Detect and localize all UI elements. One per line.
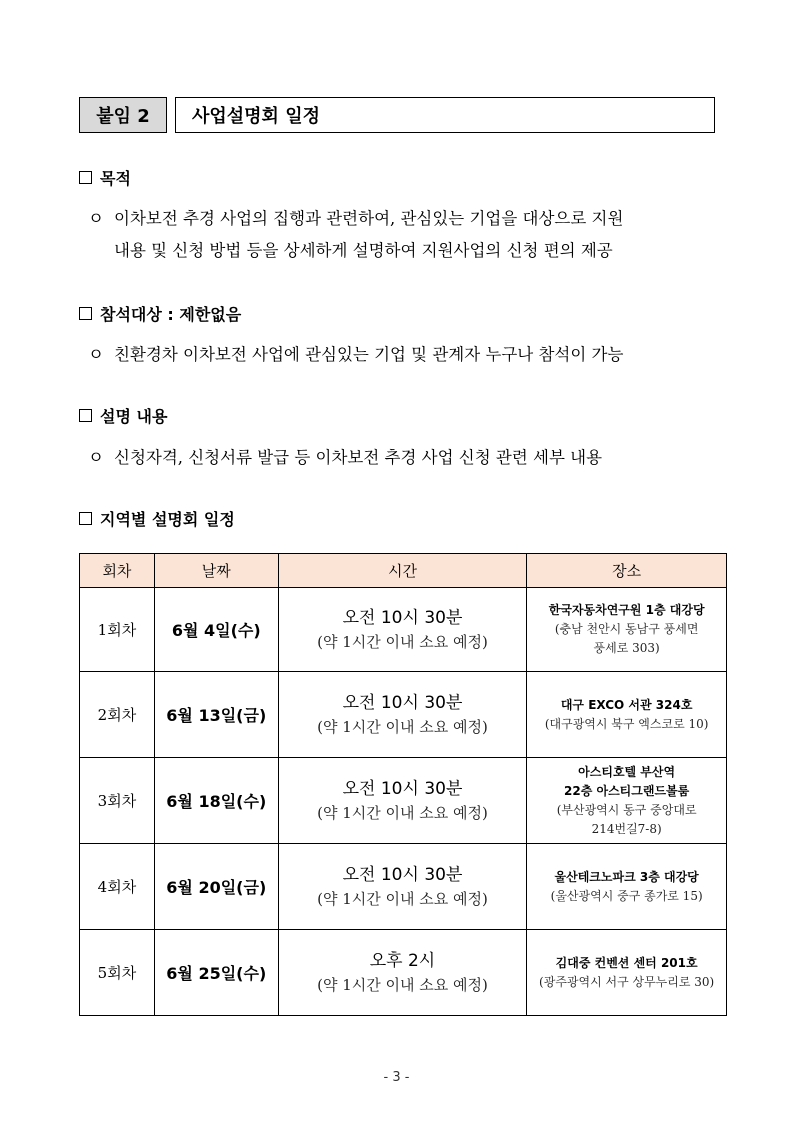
cell-round: 3회차 — [80, 758, 155, 844]
header-time: 시간 — [278, 554, 527, 588]
place-address: (대구광역시 북구 엑스코로 10) — [544, 716, 709, 731]
section-heading-attendees — [79, 302, 241, 325]
place-name: 아스티호텔 부산역 — [578, 764, 676, 779]
place-address: (울산광역시 중구 종가로 15) — [550, 888, 703, 903]
page-title: 사업설명회 일정 — [175, 97, 715, 133]
header-round: 회차 — [80, 554, 155, 588]
place-name: 한국자동차연구원 1층 대강당 — [548, 603, 705, 617]
table-body — [80, 588, 727, 1016]
cell-time — [278, 672, 527, 758]
time-main: 오후 2시 — [369, 950, 436, 971]
cell-place — [527, 672, 727, 758]
header-place: 장소 — [527, 554, 727, 588]
page-number: - 3 - — [383, 1070, 410, 1085]
place-address: (부산광역시 동구 중앙대로 — [556, 802, 697, 817]
section-heading-text: 목적 — [100, 169, 131, 188]
section-heading-text: 참석대상 : 제한없음 — [100, 305, 242, 324]
cell-place — [527, 930, 727, 1016]
cell-date: 6월 18일(수) — [154, 758, 278, 844]
place-name: 울산테크노파크 3층 대강당 — [554, 869, 699, 884]
bullet-text: 친환경차 이차보전 사업에 관심있는 기업 및 관계자 누구나 참석이 가능 — [114, 345, 624, 364]
checkbox-square-icon — [79, 307, 92, 320]
bullet-circle-icon: ㅇ — [88, 448, 104, 467]
time-note: (약 1시간 이내 소요 예정) — [317, 803, 488, 822]
cell-place — [527, 844, 727, 930]
table-row — [80, 758, 727, 844]
bullet-circle-icon: ㅇ — [88, 345, 104, 364]
time-note: (약 1시간 이내 소요 예정) — [317, 975, 488, 994]
place-address: 풍세로 303) — [593, 641, 660, 655]
checkbox-square-icon — [79, 512, 92, 525]
schedule-table — [79, 553, 727, 1016]
time-note: (약 1시간 이내 소요 예정) — [317, 632, 488, 651]
table-row — [80, 588, 727, 672]
place-address: 214번길7-8) — [591, 821, 662, 836]
cell-time — [278, 844, 527, 930]
bullet-content — [88, 442, 602, 474]
time-main: 오전 10시 30분 — [342, 692, 463, 713]
cell-date: 6월 20일(금) — [154, 844, 278, 930]
time-main: 오전 10시 30분 — [342, 778, 463, 799]
cell-round: 5회차 — [80, 930, 155, 1016]
table-row — [80, 672, 727, 758]
cell-time — [278, 588, 527, 672]
section-heading-text: 설명 내용 — [100, 407, 168, 426]
checkbox-square-icon — [79, 171, 92, 184]
cell-round: 4회차 — [80, 844, 155, 930]
table-row — [80, 844, 727, 930]
cell-place — [527, 588, 727, 672]
section-heading-purpose — [79, 166, 131, 189]
section-heading-content — [79, 404, 167, 427]
section-heading-text: 지역별 설명회 일정 — [100, 510, 235, 529]
cell-date: 6월 25일(수) — [154, 930, 278, 1016]
time-note: (약 1시간 이내 소요 예정) — [317, 717, 488, 736]
place-address: (광주광역시 서구 상무누리로 30) — [539, 974, 715, 989]
bullet-text: 이차보전 추경 사업의 집행과 관련하여, 관심있는 기업을 대상으로 지원 — [114, 209, 624, 228]
cell-date: 6월 4일(수) — [154, 588, 278, 672]
bullet-purpose — [88, 203, 623, 267]
place-name: 김대중 컨벤션 센터 201호 — [555, 955, 698, 970]
table-header-row — [80, 554, 727, 588]
header-date: 날짜 — [154, 554, 278, 588]
checkbox-square-icon — [79, 409, 92, 422]
cell-round: 2회차 — [80, 672, 155, 758]
table-row — [80, 930, 727, 1016]
cell-time — [278, 930, 527, 1016]
cell-time — [278, 758, 527, 844]
bullet-attendees — [88, 339, 623, 371]
place-name: 대구 EXCO 서관 324호 — [560, 697, 693, 712]
bullet-text: 내용 및 신청 방법 등을 상세하게 설명하여 지원사업의 신청 편의 제공 — [114, 241, 613, 260]
place-address: (충남 천안시 동남구 풍세면 — [554, 622, 699, 636]
section-heading-schedule — [79, 507, 235, 530]
cell-round: 1회차 — [80, 588, 155, 672]
time-main: 오전 10시 30분 — [342, 864, 463, 885]
bullet-text: 신청자격, 신청서류 발급 등 이차보전 추경 사업 신청 관련 세부 내용 — [114, 448, 603, 467]
time-main: 오전 10시 30분 — [342, 607, 463, 628]
time-note: (약 1시간 이내 소요 예정) — [317, 889, 488, 908]
cell-place — [527, 758, 727, 844]
place-name: 22층 아스티그랜드볼룸 — [564, 783, 690, 798]
bullet-circle-icon: ㅇ — [88, 209, 104, 228]
attachment-tag: 붙임 2 — [79, 97, 167, 133]
cell-date: 6월 13일(금) — [154, 672, 278, 758]
